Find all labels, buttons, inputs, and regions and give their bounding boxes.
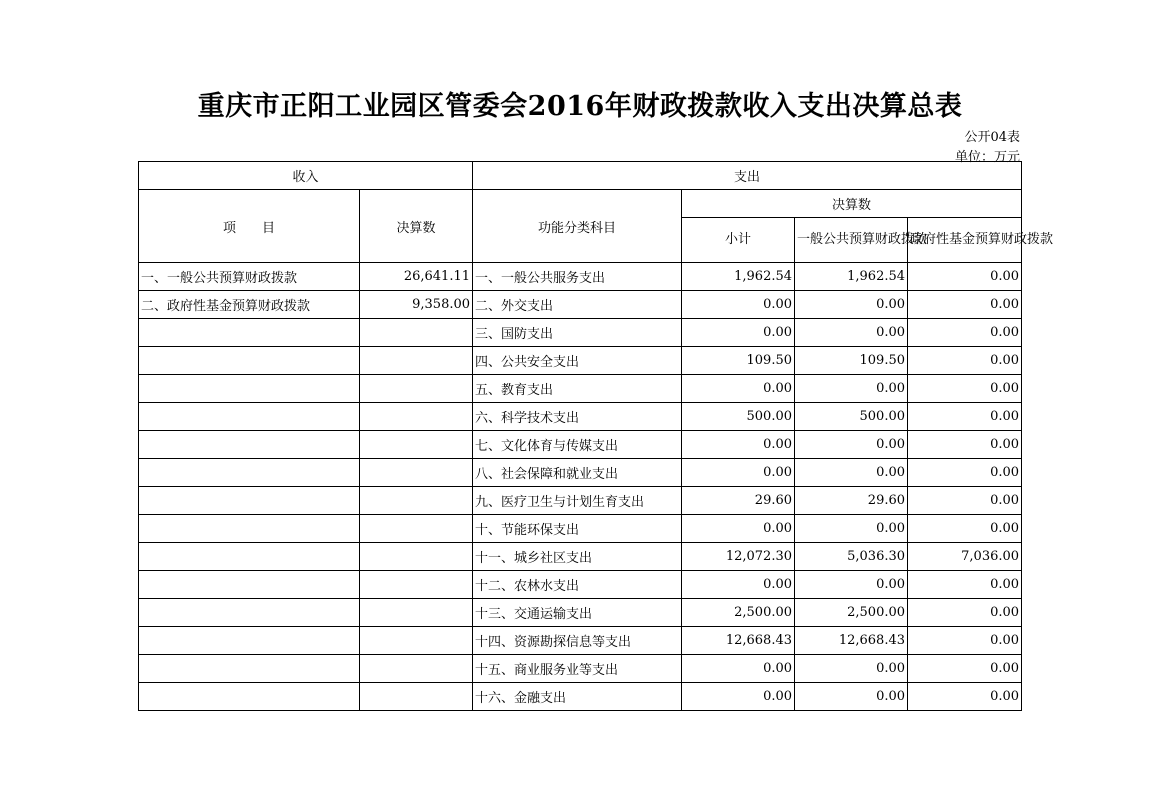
subtotal-cell: 0.00: [682, 515, 795, 543]
income-amount-cell: [360, 655, 473, 683]
gov-fund-cell: 0.00: [908, 263, 1022, 291]
expenditure-item-cell: 十四、资源勘探信息等支出: [473, 627, 682, 655]
income-item-cell: [139, 683, 360, 711]
income-amount-cell: [360, 459, 473, 487]
general-budget-cell: 1,962.54: [795, 263, 908, 291]
page-title: 重庆市正阳工业园区管委会2016年财政拨款收入支出决算总表: [197, 91, 963, 122]
general-budget-header: 一般公共预算财政拨款: [795, 218, 908, 263]
table-row: [139, 431, 1022, 459]
final-amount-group-header: 决算数: [682, 190, 1022, 218]
subtotal-cell: 29.60: [682, 487, 795, 515]
table-row: [139, 291, 1022, 319]
table-row: [139, 571, 1022, 599]
income-item-cell: [139, 403, 360, 431]
gov-fund-cell: 0.00: [908, 403, 1022, 431]
subtotal-cell: 12,668.43: [682, 627, 795, 655]
subtotal-cell: 0.00: [682, 571, 795, 599]
expenditure-item-cell: 一、一般公共服务支出: [473, 263, 682, 291]
income-amount-cell: [360, 571, 473, 599]
general-budget-cell: 0.00: [795, 459, 908, 487]
budget-summary-table: [138, 161, 1054, 711]
general-budget-cell: 109.50: [795, 347, 908, 375]
income-item-cell: [139, 319, 360, 347]
income-item-cell: [139, 375, 360, 403]
table-row: [139, 683, 1022, 711]
income-item-cell: [139, 347, 360, 375]
table-row: [139, 599, 1022, 627]
expenditure-item-cell: 四、公共安全支出: [473, 347, 682, 375]
expenditure-item-cell: 三、国防支出: [473, 319, 682, 347]
expenditure-item-cell: 十六、金融支出: [473, 683, 682, 711]
table-row: [139, 459, 1022, 487]
income-amount-cell: [360, 403, 473, 431]
expenditure-section-header: 支出: [473, 162, 1022, 190]
column-header-row-1: [139, 190, 1022, 218]
item-header: 项 目: [139, 190, 360, 263]
expenditure-item-cell: 六、科学技术支出: [473, 403, 682, 431]
income-amount-cell: [360, 515, 473, 543]
table-body: [139, 263, 1022, 711]
general-budget-cell: 0.00: [795, 571, 908, 599]
subtotal-cell: 0.00: [682, 375, 795, 403]
subtotal-cell: 0.00: [682, 459, 795, 487]
gov-fund-cell: 0.00: [908, 571, 1022, 599]
general-budget-cell: 2,500.00: [795, 599, 908, 627]
gov-fund-cell: 0.00: [908, 431, 1022, 459]
income-amount-cell: [360, 431, 473, 459]
income-item-cell: [139, 543, 360, 571]
income-item-cell: 二、政府性基金预算财政拨款: [139, 291, 360, 319]
table-row: [139, 487, 1022, 515]
income-amount-cell: 26,641.11: [360, 263, 473, 291]
expenditure-item-cell: 五、教育支出: [473, 375, 682, 403]
subtotal-cell: 500.00: [682, 403, 795, 431]
general-budget-cell: 29.60: [795, 487, 908, 515]
gov-fund-cell: 0.00: [908, 347, 1022, 375]
expenditure-item-cell: 十二、农林水支出: [473, 571, 682, 599]
expenditure-item-cell: 十五、商业服务业等支出: [473, 655, 682, 683]
general-budget-cell: 0.00: [795, 319, 908, 347]
income-item-cell: [139, 627, 360, 655]
table-row: [139, 263, 1022, 291]
income-item-cell: [139, 487, 360, 515]
general-budget-cell: 500.00: [795, 403, 908, 431]
subtotal-cell: 0.00: [682, 319, 795, 347]
gov-fund-cell: 0.00: [908, 319, 1022, 347]
general-budget-cell: 0.00: [795, 515, 908, 543]
income-item-cell: [139, 571, 360, 599]
subtotal-cell: 2,500.00: [682, 599, 795, 627]
table-row: [139, 375, 1022, 403]
income-final-amount-header: 决算数: [360, 190, 473, 263]
expenditure-item-cell: 十一、城乡社区支出: [473, 543, 682, 571]
gov-fund-cell: 0.00: [908, 683, 1022, 711]
gov-fund-cell: 0.00: [908, 655, 1022, 683]
table-row: [139, 655, 1022, 683]
gov-fund-cell: 0.00: [908, 599, 1022, 627]
subtotal-cell: 0.00: [682, 431, 795, 459]
general-budget-cell: 0.00: [795, 655, 908, 683]
gov-fund-cell: 0.00: [908, 291, 1022, 319]
gov-fund-cell: 7,036.00: [908, 543, 1022, 571]
section-header-row: [139, 162, 1022, 190]
income-item-cell: [139, 431, 360, 459]
expenditure-item-cell: 八、社会保障和就业支出: [473, 459, 682, 487]
gov-fund-cell: 0.00: [908, 627, 1022, 655]
income-item-cell: [139, 459, 360, 487]
expenditure-item-cell: 二、外交支出: [473, 291, 682, 319]
income-item-cell: [139, 515, 360, 543]
subtotal-header: 小计: [682, 218, 795, 263]
general-budget-cell: 12,668.43: [795, 627, 908, 655]
general-budget-cell: 0.00: [795, 375, 908, 403]
gov-fund-cell: 0.00: [908, 459, 1022, 487]
subtotal-cell: 0.00: [682, 655, 795, 683]
income-item-cell: [139, 599, 360, 627]
general-budget-cell: 0.00: [795, 431, 908, 459]
table-row: [139, 543, 1022, 571]
table-row: [139, 403, 1022, 431]
income-amount-cell: [360, 543, 473, 571]
subtotal-cell: 12,072.30: [682, 543, 795, 571]
table-row: [139, 627, 1022, 655]
subtotal-cell: 0.00: [682, 683, 795, 711]
income-amount-cell: 9,358.00: [360, 291, 473, 319]
table-row: [139, 319, 1022, 347]
expenditure-item-cell: 七、文化体育与传媒支出: [473, 431, 682, 459]
table-row: [139, 515, 1022, 543]
income-amount-cell: [360, 627, 473, 655]
income-amount-cell: [360, 683, 473, 711]
gov-fund-header: 政府性基金预算财政拨款: [908, 218, 1022, 263]
general-budget-cell: 0.00: [795, 291, 908, 319]
gov-fund-cell: 0.00: [908, 375, 1022, 403]
income-section-header: 收入: [139, 162, 473, 190]
income-amount-cell: [360, 319, 473, 347]
expenditure-item-cell: 九、医疗卫生与计划生育支出: [473, 487, 682, 515]
subtotal-cell: 109.50: [682, 347, 795, 375]
income-item-cell: [139, 655, 360, 683]
subtotal-cell: 1,962.54: [682, 263, 795, 291]
table-row: [139, 347, 1022, 375]
unit-label: 单位：万元: [954, 150, 1020, 165]
subtotal-cell: 0.00: [682, 291, 795, 319]
general-budget-cell: 5,036.30: [795, 543, 908, 571]
expenditure-item-cell: 十三、交通运输支出: [473, 599, 682, 627]
function-category-header: 功能分类科目: [473, 190, 682, 263]
form-number: 公开04表: [964, 130, 1020, 145]
income-amount-cell: [360, 347, 473, 375]
gov-fund-cell: 0.00: [908, 515, 1022, 543]
income-item-cell: 一、一般公共预算财政拨款: [139, 263, 360, 291]
income-amount-cell: [360, 375, 473, 403]
income-amount-cell: [360, 487, 473, 515]
gov-fund-cell: 0.00: [908, 487, 1022, 515]
general-budget-cell: 0.00: [795, 683, 908, 711]
expenditure-item-cell: 十、节能环保支出: [473, 515, 682, 543]
income-amount-cell: [360, 599, 473, 627]
